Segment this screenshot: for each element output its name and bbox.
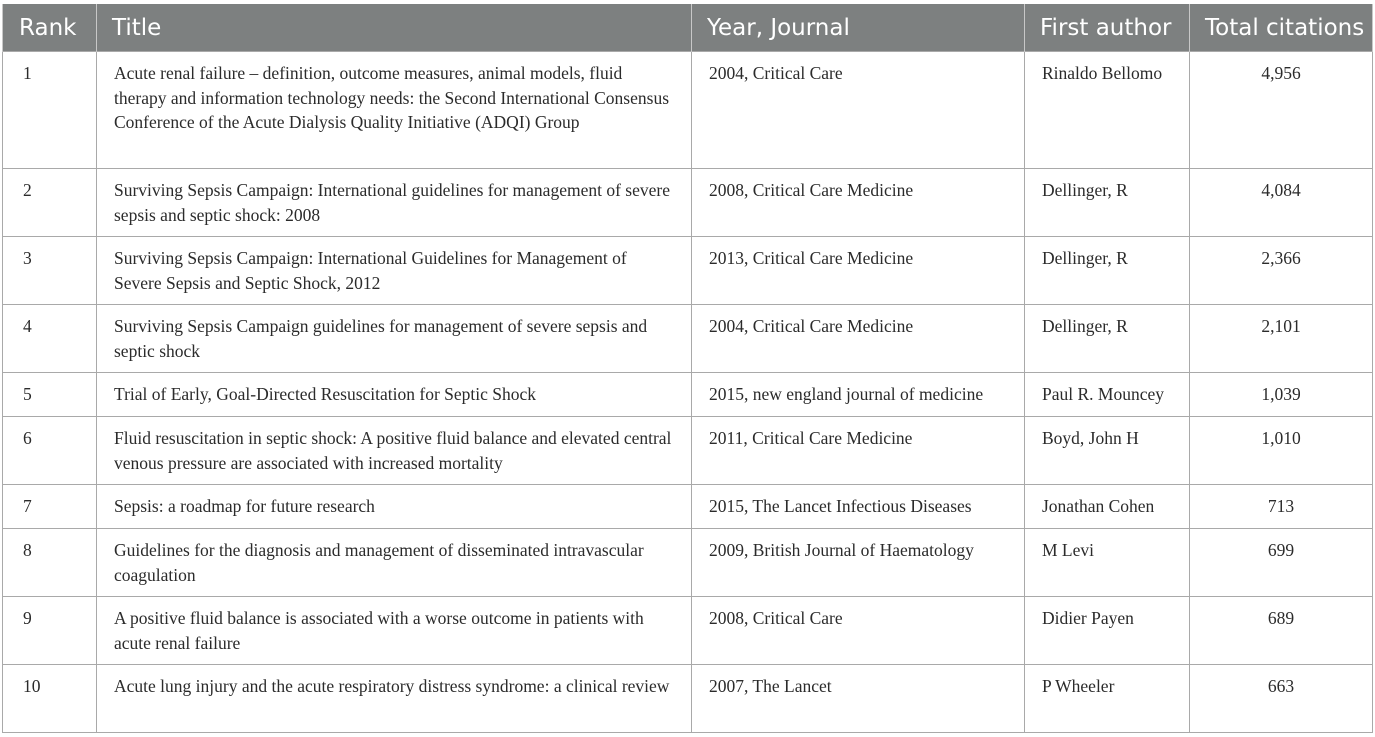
cell-rank: 7 — [3, 485, 97, 529]
cell-year-journal: 2008, Critical Care Medicine — [692, 169, 1025, 237]
table-row — [3, 597, 1373, 665]
cell-first-author: Dellinger, R — [1025, 237, 1190, 305]
cell-title: Surviving Sepsis Campaign: International guidelines for management of severe sepsis and septic shock: 2008 — [97, 169, 692, 237]
cell-total-citations: 713 — [1190, 485, 1373, 529]
cell-first-author: M Levi — [1025, 529, 1190, 597]
cell-rank: 1 — [3, 52, 97, 169]
cell-year-journal: 2015, new england journal of medicine — [692, 373, 1025, 417]
cell-rank: 10 — [3, 665, 97, 733]
cell-total-citations: 689 — [1190, 597, 1373, 665]
table-header-row — [3, 4, 1373, 52]
cell-first-author: Dellinger, R — [1025, 305, 1190, 373]
cell-title: Fluid resuscitation in septic shock: A positive fluid balance and elevated central venous pressure are associated with increased mortality — [97, 417, 692, 485]
header-total-citations: Total citations — [1190, 4, 1373, 52]
table-row — [3, 52, 1373, 169]
cell-year-journal: 2007, The Lancet — [692, 665, 1025, 733]
cell-rank: 6 — [3, 417, 97, 485]
header-title: Title — [97, 4, 692, 52]
cell-title: Trial of Early, Goal-Directed Resuscitation for Septic Shock — [97, 373, 692, 417]
table-row — [3, 529, 1373, 597]
citations-table — [2, 4, 1373, 733]
header-year-journal: Year, Journal — [692, 4, 1025, 52]
table-row — [3, 665, 1373, 733]
cell-first-author: P Wheeler — [1025, 665, 1190, 733]
cell-rank: 3 — [3, 237, 97, 305]
cell-first-author: Paul R. Mouncey — [1025, 373, 1190, 417]
table-row — [3, 305, 1373, 373]
cell-first-author: Dellinger, R — [1025, 169, 1190, 237]
cell-rank: 8 — [3, 529, 97, 597]
cell-title: Sepsis: a roadmap for future research — [97, 485, 692, 529]
cell-total-citations: 663 — [1190, 665, 1373, 733]
table-row — [3, 237, 1373, 305]
cell-title: Guidelines for the diagnosis and management of disseminated intravascular coagulation — [97, 529, 692, 597]
cell-total-citations: 1,010 — [1190, 417, 1373, 485]
cell-first-author: Boyd, John H — [1025, 417, 1190, 485]
cell-total-citations: 699 — [1190, 529, 1373, 597]
cell-total-citations: 2,101 — [1190, 305, 1373, 373]
cell-first-author: Jonathan Cohen — [1025, 485, 1190, 529]
table-row — [3, 169, 1373, 237]
cell-first-author: Didier Payen — [1025, 597, 1190, 665]
cell-title: Surviving Sepsis Campaign: International Guidelines for Management of Severe Sepsis and Septic Shock, 2012 — [97, 237, 692, 305]
cell-year-journal: 2004, Critical Care Medicine — [692, 305, 1025, 373]
cell-title: A positive fluid balance is associated with a worse outcome in patients with acute renal failure — [97, 597, 692, 665]
cell-rank: 2 — [3, 169, 97, 237]
cell-total-citations: 1,039 — [1190, 373, 1373, 417]
header-rank: Rank — [3, 4, 97, 52]
cell-title: Acute lung injury and the acute respiratory distress syndrome: a clinical review — [97, 665, 692, 733]
cell-total-citations: 4,084 — [1190, 169, 1373, 237]
cell-year-journal: 2008, Critical Care — [692, 597, 1025, 665]
header-first-author: First author — [1025, 4, 1190, 52]
cell-total-citations: 4,956 — [1190, 52, 1373, 169]
cell-year-journal: 2004, Critical Care — [692, 52, 1025, 169]
cell-year-journal: 2011, Critical Care Medicine — [692, 417, 1025, 485]
cell-title: Acute renal failure – definition, outcome measures, animal models, fluid therapy and information technology needs: the Second International Consensus Conference of the Acute Dialysis Quality Initiative (ADQI) Group — [97, 52, 692, 169]
table-row — [3, 373, 1373, 417]
cell-rank: 5 — [3, 373, 97, 417]
cell-first-author: Rinaldo Bellomo — [1025, 52, 1190, 169]
cell-year-journal: 2015, The Lancet Infectious Diseases — [692, 485, 1025, 529]
table-row — [3, 417, 1373, 485]
cell-rank: 4 — [3, 305, 97, 373]
cell-total-citations: 2,366 — [1190, 237, 1373, 305]
cell-title: Surviving Sepsis Campaign guidelines for management of severe sepsis and septic shock — [97, 305, 692, 373]
cell-year-journal: 2009, British Journal of Haematology — [692, 529, 1025, 597]
cell-rank: 9 — [3, 597, 97, 665]
table-row — [3, 485, 1373, 529]
cell-year-journal: 2013, Critical Care Medicine — [692, 237, 1025, 305]
